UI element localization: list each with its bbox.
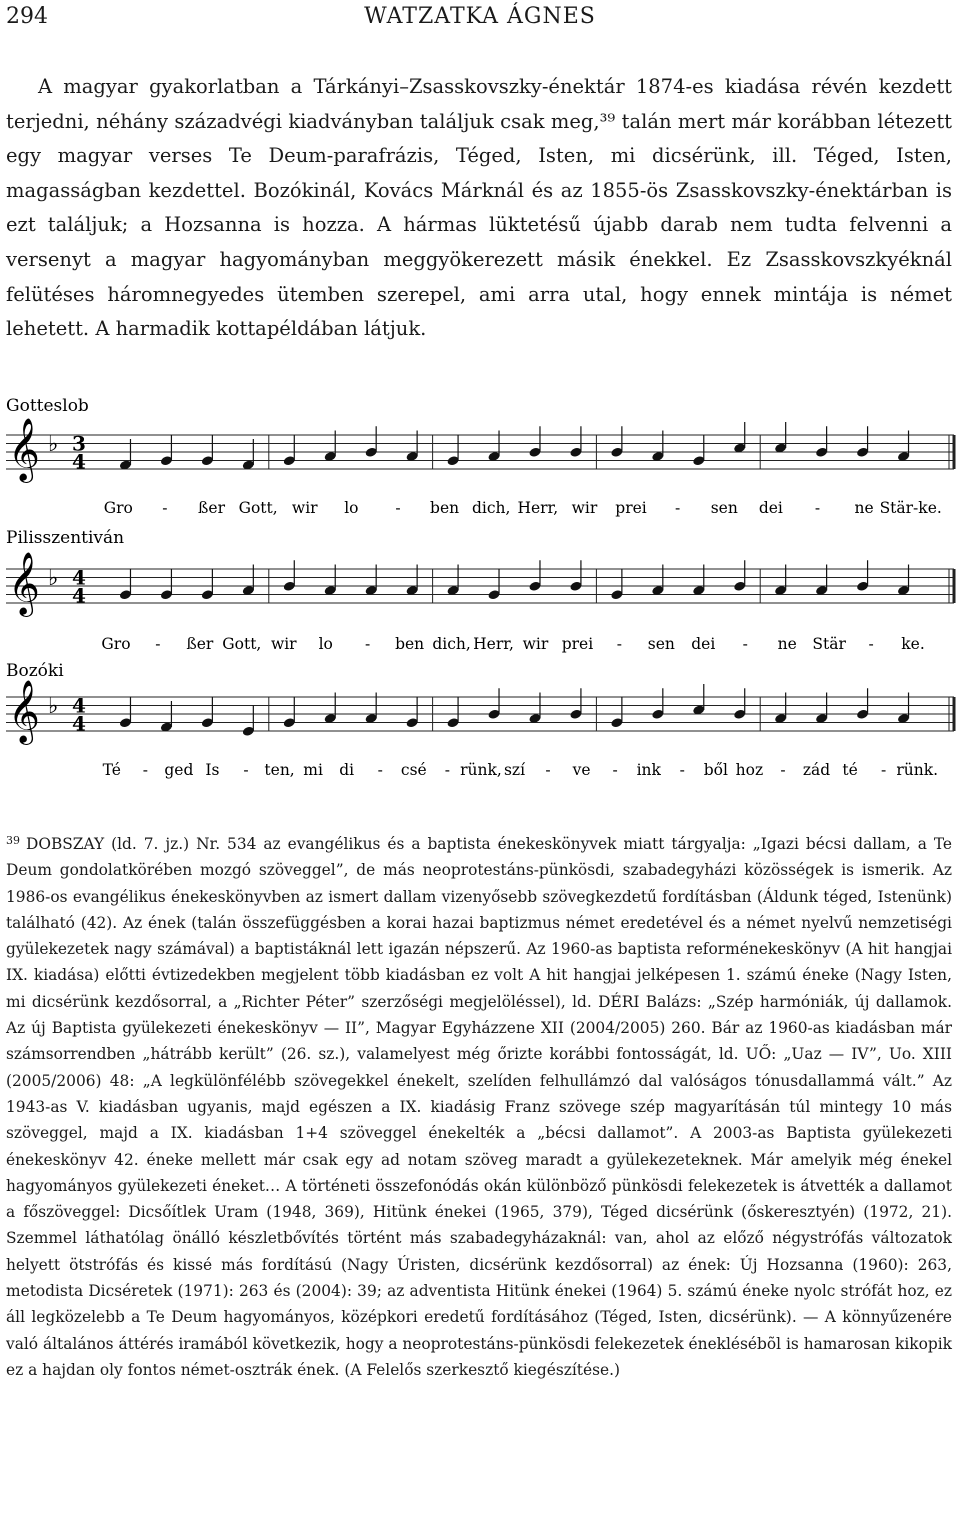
footnote-mark: 39 <box>6 834 20 847</box>
lyric-syllable: Gott, <box>238 499 278 517</box>
lyric-syllable: ink <box>636 761 661 779</box>
lyric-syllable: ben <box>430 499 460 517</box>
flat-sign: ♭ <box>48 432 59 458</box>
page-header <box>6 4 954 38</box>
lyric-syllable: ke. <box>901 635 925 653</box>
lyric-syllable: di <box>339 761 355 779</box>
treble-clef: 𝄞 <box>8 417 40 481</box>
lyric-syllable: prei <box>561 635 594 653</box>
lyric-syllable: - <box>545 761 551 779</box>
body-paragraph: A magyar gyakorlatban a Tárkányi–Zsasskovszky-énektár 1874-es kiadása révén kezdett terjedni, néhány századvégi kiadványban találjuk csak meg,³⁹ talán mert már korábban létezett egy magyar verses Te Deum-parafrázis, Téged, Isten, mi dicsérünk, ill. Téged, Isten, magasságban kezdettel. Bozókinál, Kovács Márknál és az 1855-ös Zsasskovszky-énektárban is ezt találjuk; a Hozsanna is hozza. A hármas lüktetésű újabb darab nem tudta felvenni a versenyt a magyar hagyományban meggyökerezett másik énekkel. Ez Zsasskovszkyéknál felütéses háromnegyedes ütemben szerepel, ami arra utal, hogy ennek mintája is német lehetett. A harmadik kottapéldában látjuk. <box>6 75 952 341</box>
lyric-syllable: lo <box>318 635 333 653</box>
lyric-syllable: zád <box>802 761 831 779</box>
time-signature-bottom: 4 <box>72 711 86 736</box>
lyric-syllable: dei <box>691 635 716 653</box>
music-example <box>6 396 954 517</box>
lyric-syllable: ged <box>164 761 194 779</box>
example-label: Bozóki <box>6 661 64 681</box>
lyric-syllable: mi <box>303 761 323 779</box>
lyric-syllable: ve <box>572 761 591 779</box>
lyric-syllable: té <box>842 761 858 779</box>
treble-clef: 𝄞 <box>8 551 40 615</box>
lyric-syllable: - <box>780 761 786 779</box>
lyric-syllable: prei <box>615 499 647 517</box>
running-head: WATZATKA ÁGNES <box>364 4 596 29</box>
lyric-syllable: szí <box>503 761 526 779</box>
lyric-syllable: - <box>742 635 748 653</box>
treble-clef: 𝄞 <box>8 679 40 743</box>
example-label: Gotteslob <box>6 396 89 416</box>
lyric-syllable: Gro <box>103 499 133 517</box>
lyric-syllable: hoz <box>735 761 764 779</box>
lyric-syllable: wir <box>522 635 549 653</box>
lyric-syllable: Herr, <box>473 635 514 653</box>
flat-sign: ♭ <box>48 566 59 592</box>
music-example <box>6 661 954 779</box>
time-signature-top: 4 <box>72 565 86 590</box>
music-example <box>6 528 954 653</box>
lyric-syllable: - <box>155 635 161 653</box>
time-signature-bottom: 4 <box>72 583 86 608</box>
lyric-syllable: rünk, <box>460 761 502 779</box>
lyric-syllable: ben <box>395 635 425 653</box>
lyric-syllable: wir <box>270 635 297 653</box>
lyric-syllable: - <box>881 761 887 779</box>
lyric-syllable: Gott, <box>222 635 262 653</box>
lyric-syllable: rünk. <box>896 761 939 779</box>
lyric-syllable: - <box>814 499 821 517</box>
lyric-syllable: sen <box>710 499 738 517</box>
lyric-syllable: ßer <box>198 499 225 517</box>
lyric-syllable: - <box>395 499 401 517</box>
footnote-39 <box>6 828 952 1383</box>
lyric-syllable: Is <box>205 761 220 779</box>
music-notation <box>0 393 960 793</box>
footnote-text: DOBSZAY (ld. 7. jz.) Nr. 534 az evangélikus és a baptista énekeskönyvek miatt tárgyalja: „Igazi bécsi dallam, a Te Deum gondolatkörében mozgó szöveggel”, de más neoprotestáns-pünkösdi, szabadegyházi közösségek is ismerik. Az 1986-os evangélikus énekeskönyvben az ismert dallam vizenyősebb szövegkezdetű fordításban (Áldunk téged, Istenünk) található (42). Az ének (talán összefüggésben a korai hazai baptizmus német eredetével és a német nyelvű nemzetiségi gyülekezetek nagy számával) a baptistáknál lett igazán népszerű. Az 1960-as baptista reforménekeskönyv (A hit hangjai IX. kiadása) előtti évtizedekben megjelent több kiadásban ez volt A hit hangjai jelképesen 1. számú éneke (Nagy Isten, mi dicsérünk kezdősorral, a „Richter Péter” szerzőségi megjelöléssel), ld. DÉRI Balázs: „Szép harmóniák, új dallamok. Az új Baptista gyülekezeti énekeskönyv — II”, Magyar Egyházzene XII (2004/2005) 260. Bár az 1960-as kiadásban már számsorrendben „hátrább került” (26. sz.), valamelyest még őrizte korábbi fontosságát, ld. UŐ: „Uaz — IV”, Uo. XIII (2005/2006) 48: „A legkülönfélébb szövegekkel énekelt, szelíden felhullámzó dal valóságos tónusdallammá vált.” Az 1943-as V. kiadásban ugyanis, majd egészen a IX. kiadásig Franz szövege szép magyarításán túl mintegy 10 más szöveggel, majd a IX. kiadásban 1+4 szöveggel énekelték a „bécsi dallamot”. A 2003-as Baptista gyülekezeti énekeskönyv 42. éneke mellett már csak egy ad notam szöveg maradt a gyülekezeteknek. Már amelyik még énekel hagyományos gyülekezeti éneket… A történeti összefonódás okán különböző pünkösdi felekezetek is átvették a dallamot a főszöveggel: Dicsőítlek Uram (1948, 369), Hitünk énekei (1965, 379), Téged dicsérünk (őskeresztyén) (1972, 21). Szemmel láthatólag önálló készletbővítés történt más szabadegyházaknál: van, ahol az előző négystrófás változatok helyett ötstrófás és kissé más fordítású (Nagy Úristen, dicsérünk kezdősorral) az ének: Új Hozsanna (1960): 263, metodista Dicséretek (1971): 263 és (2004): 39; az adventista Hitünk énekei (1964) 5. számú éneke nyolc strófát hoz, ez áll legközelebb a Te Deum hagyományos, középkori eredetű fordításához (Téged, Isten, dicsérünk). — A könnyűzenére való általános áttérés iramából következik, hogy a neoprotestáns-pünkösdi felekezetek éneklésébõl is hamarosan kikopik ez a hajdan oly fontos német-osztrák ének. (A Felelős szerkesztő kiegészítése.) <box>6 835 952 1379</box>
lyric-syllable: wir <box>571 499 598 517</box>
body-text <box>6 70 952 347</box>
lyric-syllable: - <box>365 635 371 653</box>
lyric-syllable: csé <box>400 761 427 779</box>
lyric-syllable: Té <box>102 761 121 779</box>
lyric-syllable: - <box>616 635 622 653</box>
lyric-syllable: ből <box>703 761 728 779</box>
lyric-syllable: ne <box>777 635 797 653</box>
time-signature-top: 3 <box>72 431 86 456</box>
lyric-syllable: - <box>612 761 618 779</box>
lyric-syllable: - <box>679 761 685 779</box>
lyric-syllable: - <box>162 499 168 517</box>
page-number: 294 <box>6 4 48 29</box>
lyric-syllable: - <box>142 761 148 779</box>
lyric-syllable: - <box>243 761 249 779</box>
lyric-syllable: Stär-ke. <box>879 499 942 517</box>
lyric-syllable: - <box>868 635 874 653</box>
lyric-syllable: lo <box>344 499 359 517</box>
lyric-syllable: ßer <box>186 635 214 653</box>
lyric-syllable: dich, <box>432 635 471 653</box>
lyric-syllable: dich, <box>471 499 511 517</box>
lyric-syllable: ne <box>854 499 874 517</box>
time-signature-bottom: 4 <box>72 449 86 474</box>
lyric-syllable: - <box>675 499 681 517</box>
lyric-syllable: - <box>444 761 451 779</box>
lyric-syllable: Herr, <box>517 499 559 517</box>
footnotes <box>6 828 952 1383</box>
flat-sign: ♭ <box>48 694 59 720</box>
lyric-syllable: sen <box>647 635 675 653</box>
lyric-syllable: Gro <box>101 635 131 653</box>
lyric-syllable: ten, <box>264 761 295 779</box>
lyric-syllable: Stär <box>812 635 846 653</box>
time-signature-top: 4 <box>72 693 86 718</box>
music-examples <box>0 393 960 793</box>
lyric-syllable: - <box>377 761 383 779</box>
example-label: Pilisszentiván <box>6 528 125 548</box>
lyric-syllable: dei <box>758 499 783 517</box>
lyric-syllable: wir <box>291 499 318 517</box>
